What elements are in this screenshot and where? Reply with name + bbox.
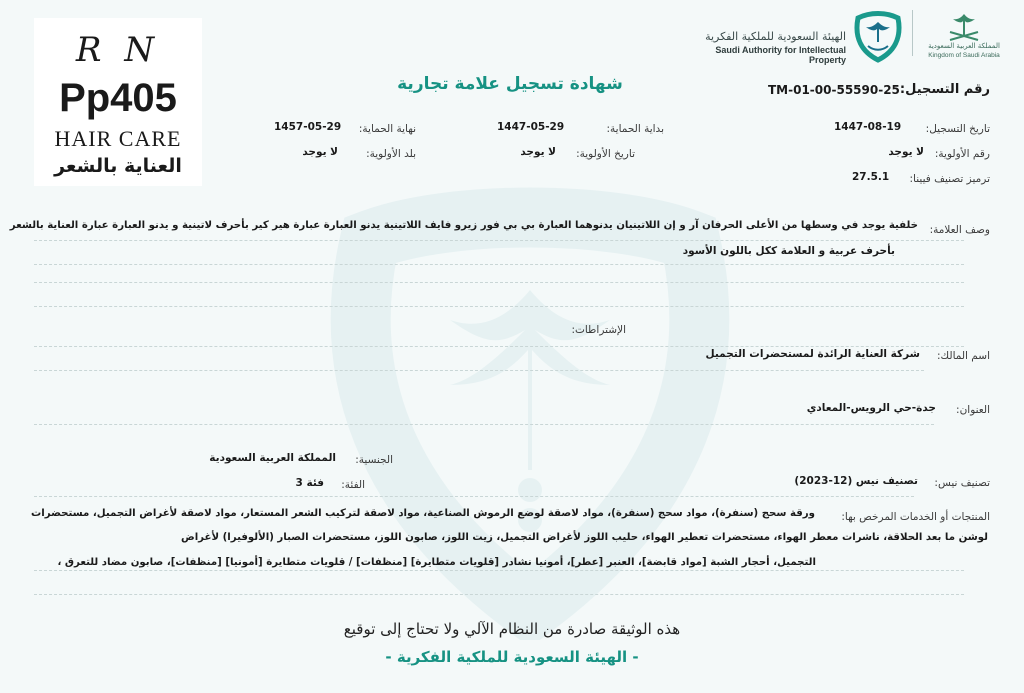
description-line-1: خلفية يوجد في وسطها من الأعلى الحرفان آر و إن اللاتينيان يدنوهما العبارة بي بي فور زيرو فايف اللاتينية يدنو العبارة عبارة هير كير بأحرف لاتينية و يدنو العبارة عبارة العناية بالشعر: [9, 220, 918, 231]
divider: [34, 496, 914, 497]
trademark-arabic: العناية بالشعر: [54, 155, 182, 177]
conditions-label: الإشتراطات:: [571, 324, 626, 336]
nice-classification-value: تصنيف نيس (12-2023): [794, 475, 918, 487]
priority-number-value: لا يوجد: [888, 146, 924, 158]
authority-name-en: Saudi Authority for Intellectual Property: [715, 45, 846, 65]
trademark-hair-care: HAIR CARE: [54, 126, 182, 151]
vienna-classification-label: ترميز تصنيف فيينا:: [909, 173, 990, 185]
divider: [34, 594, 964, 595]
goods-services-line-3: التجميل، أحجار الشبة [مواد قابضة]، العنبر [عطر]، أمونيا نشادر [قلويات متطايرة] [منظفات] / قلويات متطايرة [أمونيا] [منظفات]، صابون مضاد للتعرق ،: [57, 557, 816, 568]
goods-services-line-2: لوشن ما بعد الحلاقة، ناشرات معطر الهواء، مستحضرات تعطير الهواء، حليب اللوز لأغراض التجميل، زيت اللوز، صابون اللوز، مستحضرات الصبار (الألوفيرا) لأغراض: [180, 532, 988, 543]
protection-end-label: نهاية الحماية:: [358, 123, 416, 135]
protection-start-value: 1447-05-29: [497, 121, 565, 133]
description-line-2: بأحرف عربية و العلامة ككل باللون الأسود: [682, 245, 895, 257]
divider: [34, 370, 924, 371]
trademark-rn: R N: [75, 30, 161, 70]
protection-end-value: 1457-05-29: [274, 121, 342, 133]
priority-date-label: تاريخ الأولوية:: [576, 148, 635, 160]
header-divider: [912, 10, 913, 56]
class-value: فئة 3: [295, 477, 324, 489]
address-value: جدة-حي الرويس-المعادي: [806, 402, 936, 414]
registration-number-value: TM-01-00-55590-25: [768, 83, 900, 97]
divider: [34, 424, 934, 425]
vienna-classification-value: 27.5.1: [852, 171, 890, 183]
registration-date-label: تاريخ التسجيل:: [925, 123, 990, 135]
description-label: وصف العلامة:: [929, 224, 990, 236]
footer-note: هذه الوثيقة صادرة من النظام الآلي ولا تحتاج إلى توقيع: [343, 620, 681, 638]
class-label: الفئة:: [341, 479, 365, 491]
trademark-image: [34, 18, 202, 186]
nice-classification-label: تصنيف نيس:: [934, 477, 990, 489]
priority-country-label: بلد الأولوية:: [366, 148, 416, 160]
owner-label: اسم المالك:: [936, 350, 990, 362]
divider: [34, 240, 964, 241]
nationality-label: الجنسية:: [355, 454, 393, 466]
divider: [34, 282, 964, 283]
registration-number-label: رقم التسجيل:: [899, 82, 990, 97]
goods-services-line-1: ورقة سحج (سنفرة)، مواد سحج (سنفرة)، مواد لاصقة لوضع الرموش الصناعية، مواد لاصقة لتركيب الشعر المستعار، مواد لاصقة لأغراض التجميل، مستحضرات: [31, 508, 815, 519]
protection-start-label: بداية الحماية:: [606, 123, 664, 135]
kingdom-name-en: Kingdom of Saudi Arabia: [928, 52, 1000, 59]
registration-date-value: 1447-08-19: [834, 121, 902, 133]
divider: [34, 346, 964, 347]
address-label: العنوان:: [956, 404, 990, 416]
footer-issuer: - الهيئة السعودية للملكية الفكرية -: [385, 648, 639, 666]
nationality-value: المملكة العربية السعودية: [209, 452, 336, 464]
owner-value: شركة العناية الرائدة لمستحضرات التجميل: [705, 348, 920, 360]
kingdom-name-ar: المملكة العربية السعودية: [928, 42, 1000, 50]
divider: [34, 570, 964, 571]
trademark-code: Pp405: [59, 76, 177, 120]
priority-number-label: رقم الأولوية:: [934, 148, 990, 160]
priority-country-value: لا يوجد: [302, 146, 338, 158]
authority-name-ar: الهيئة السعودية للملكية الفكرية: [705, 30, 846, 43]
page-title: شهادة تسجيل علامة تجارية: [397, 74, 623, 94]
goods-services-label: المنتجات أو الخدمات المرخص بها:: [841, 511, 990, 523]
divider: [34, 264, 964, 265]
saip-logo-icon: [850, 8, 906, 64]
priority-date-value: لا يوجد: [520, 146, 556, 158]
divider: [34, 306, 964, 307]
